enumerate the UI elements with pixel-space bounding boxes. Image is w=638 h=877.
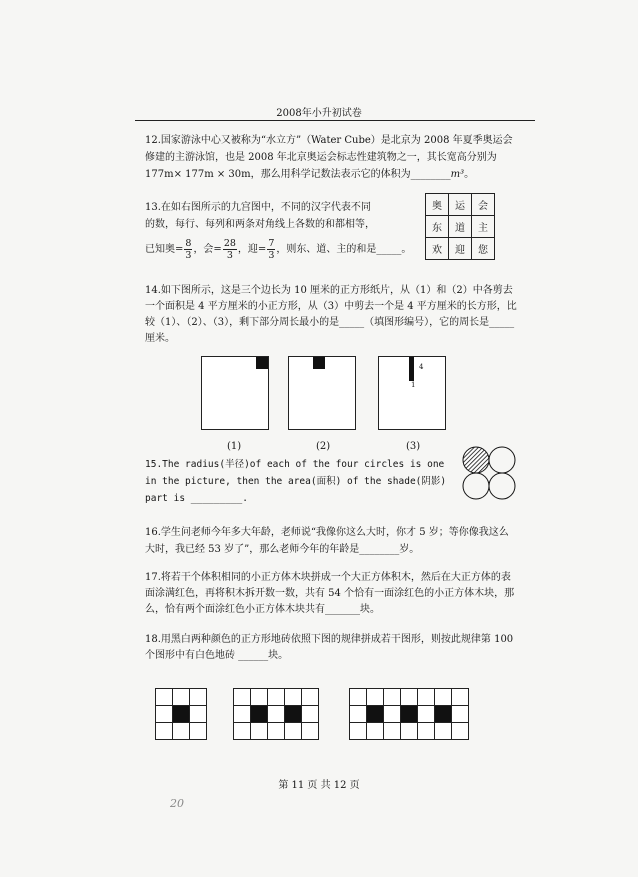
- white-tile: [452, 723, 469, 740]
- black-tile: [435, 706, 452, 723]
- q13-ying: ，迎=: [237, 244, 267, 255]
- white-tile: [418, 723, 435, 740]
- q17-line2: 面涂满红色，再将积木拆开数一数，共有 54 个恰有一面涂红色的小正方体木块，那: [145, 588, 515, 599]
- q14-line3: 较（1）、（2）、（3），剩下部分周长最小的是_____（填图形编号），它的周长是_____: [145, 317, 515, 328]
- q13-line2: 的数，每行、每列和两条对角线上各数的和都相等，: [145, 219, 375, 230]
- grid-cell: 运: [449, 194, 472, 216]
- circle: [489, 473, 515, 499]
- rect-width-label: 1: [411, 381, 416, 389]
- black-tile: [367, 706, 384, 723]
- q12-line3a: 177m× 177m × 30m，那么用科学记数法表示它的体积为________: [145, 169, 451, 180]
- q18-line1: 18.用黑白两种颜色的正方形地砖依照下图的规律拼成若干图形，则按此规律第 100: [145, 634, 514, 645]
- grid-cell: 道: [449, 216, 472, 238]
- page-header: 2008年小升初试卷: [276, 108, 362, 119]
- q13-f1-den: 3: [185, 250, 192, 261]
- white-tile: [173, 689, 190, 706]
- q13-line3: [145, 237, 411, 263]
- q13-fraction-ao: [184, 238, 192, 261]
- white-tile: [268, 706, 285, 723]
- white-tile: [190, 723, 207, 740]
- white-tile: [190, 706, 207, 723]
- white-tile: [384, 723, 401, 740]
- q13-fraction-hui: [223, 238, 237, 261]
- white-tile: [302, 689, 319, 706]
- q13-f2-den: 3: [226, 250, 233, 261]
- white-tile: [285, 723, 302, 740]
- white-tile: [367, 689, 384, 706]
- white-tile: [350, 723, 367, 740]
- q16-line2: 大时，我已经 53 岁了”，那么老师今年的年龄是________岁。: [145, 544, 420, 555]
- shaded-circle: [463, 447, 489, 473]
- nine-grid-row: [426, 216, 495, 238]
- caption-1: (1): [227, 441, 242, 452]
- circle: [463, 473, 489, 499]
- square-figure-2: [288, 356, 356, 430]
- q14-line2: 一个面积是 4 平方厘米的小正方形，从（3）中剪去一个是 4 平方厘米的长方形，比: [145, 301, 517, 312]
- circle: [489, 447, 515, 473]
- cut-edge-square: [313, 357, 325, 369]
- grid-cell: 迎: [449, 238, 472, 260]
- white-tile: [302, 723, 319, 740]
- white-tile: [418, 689, 435, 706]
- caption-2: (2): [316, 441, 331, 452]
- grid-cell: 东: [426, 216, 449, 238]
- header-rule: [135, 120, 535, 121]
- q12-line3: [145, 168, 474, 182]
- white-tile: [384, 706, 401, 723]
- grid-cell: 会: [472, 194, 495, 216]
- black-tile: [401, 706, 418, 723]
- q13-fraction-ying: [267, 238, 275, 261]
- q13-f1-num: 8: [185, 238, 192, 249]
- white-tile: [350, 706, 367, 723]
- q12-line1: 12.国家游泳中心又被称为“水立方”（Water Cube）是北京为 2008 年夏季奥运会: [145, 135, 513, 146]
- tile-pattern-2: [233, 688, 319, 740]
- white-tile: [418, 706, 435, 723]
- white-tile: [268, 723, 285, 740]
- q17-line3: 么，恰有两个面涂红色小正方体木块共有_______块。: [145, 604, 380, 615]
- white-tile: [401, 723, 418, 740]
- q13-line1: 13.在如右图所示的九宫图中，不同的汉字代表不同: [145, 202, 371, 213]
- white-tile: [435, 689, 452, 706]
- tile-pattern-1: [155, 688, 207, 740]
- white-tile: [251, 689, 268, 706]
- q18-line2: 个图形中有白色地砖 ______块。: [145, 650, 289, 661]
- white-tile: [452, 689, 469, 706]
- white-tile: [268, 689, 285, 706]
- q14-line4: 厘米。: [145, 333, 175, 344]
- four-circles-figure: [460, 444, 520, 504]
- white-tile: [285, 689, 302, 706]
- square-figure-3: [378, 356, 446, 430]
- q13-f3-den: 3: [268, 250, 275, 261]
- cut-corner-square: [256, 357, 268, 369]
- white-tile: [234, 706, 251, 723]
- q17-line1: 17.将若干个体积相同的小正方体木块拼成一个大正方体积木，然后在大正方体的表: [145, 572, 511, 583]
- q12-line3b: 。: [464, 169, 475, 180]
- q15-line3: part is _________.: [145, 493, 248, 504]
- tile-pattern-3: [349, 688, 469, 740]
- black-tile: [285, 706, 302, 723]
- square-figure-1: [201, 356, 269, 430]
- white-tile: [435, 723, 452, 740]
- q13-f3-num: 7: [268, 238, 275, 249]
- white-tile: [190, 689, 207, 706]
- grid-cell: 您: [472, 238, 495, 260]
- white-tile: [401, 689, 418, 706]
- q16-line1: 16.学生问老师今年多大年龄，老师说“我像你这么大时，你才 5 岁；等你像我这么: [145, 527, 509, 538]
- grid-cell: 主: [472, 216, 495, 238]
- grid-cell: 奥: [426, 194, 449, 216]
- nine-grid-row: [426, 238, 495, 260]
- white-tile: [251, 723, 268, 740]
- white-tile: [156, 723, 173, 740]
- black-tile: [251, 706, 268, 723]
- q15-line1: 15.The radius(半径)of each of the four circles is one: [145, 459, 445, 470]
- q12-unit: m³: [450, 169, 465, 180]
- page-footer: 第 11 页 共 12 页: [278, 780, 360, 791]
- white-tile: [302, 706, 319, 723]
- cut-rectangle: [409, 357, 414, 381]
- white-tile: [173, 723, 190, 740]
- white-tile: [367, 723, 384, 740]
- q13-known: 已知奥=: [145, 244, 184, 255]
- black-tile: [173, 706, 190, 723]
- q12-line2: 修建的主游泳馆，也是 2008 年北京奥运会标志性建筑物之一，其长宽高分别为: [145, 152, 497, 163]
- rect-length-label: 4: [419, 363, 424, 371]
- q13-f2-num: 28: [223, 238, 236, 249]
- white-tile: [384, 689, 401, 706]
- caption-3: (3): [406, 441, 421, 452]
- grid-cell: 欢: [426, 238, 449, 260]
- white-tile: [156, 689, 173, 706]
- q14-line1: 14.如下图所示，这是三个边长为 10 厘米的正方形纸片，从（1）和（2）中各剪去: [145, 285, 513, 296]
- nine-grid: [425, 193, 495, 260]
- white-tile: [234, 723, 251, 740]
- handwritten-note: 20: [170, 797, 184, 810]
- q13-tail: ，则东、道、主的和是_____。: [276, 244, 412, 255]
- white-tile: [156, 706, 173, 723]
- white-tile: [350, 689, 367, 706]
- nine-grid-row: [426, 194, 495, 216]
- q13-hui: ，会=: [193, 244, 222, 255]
- white-tile: [234, 689, 251, 706]
- q15-line2: in the picture, then the area(面积) of the shade(阴影): [145, 476, 447, 487]
- white-tile: [452, 706, 469, 723]
